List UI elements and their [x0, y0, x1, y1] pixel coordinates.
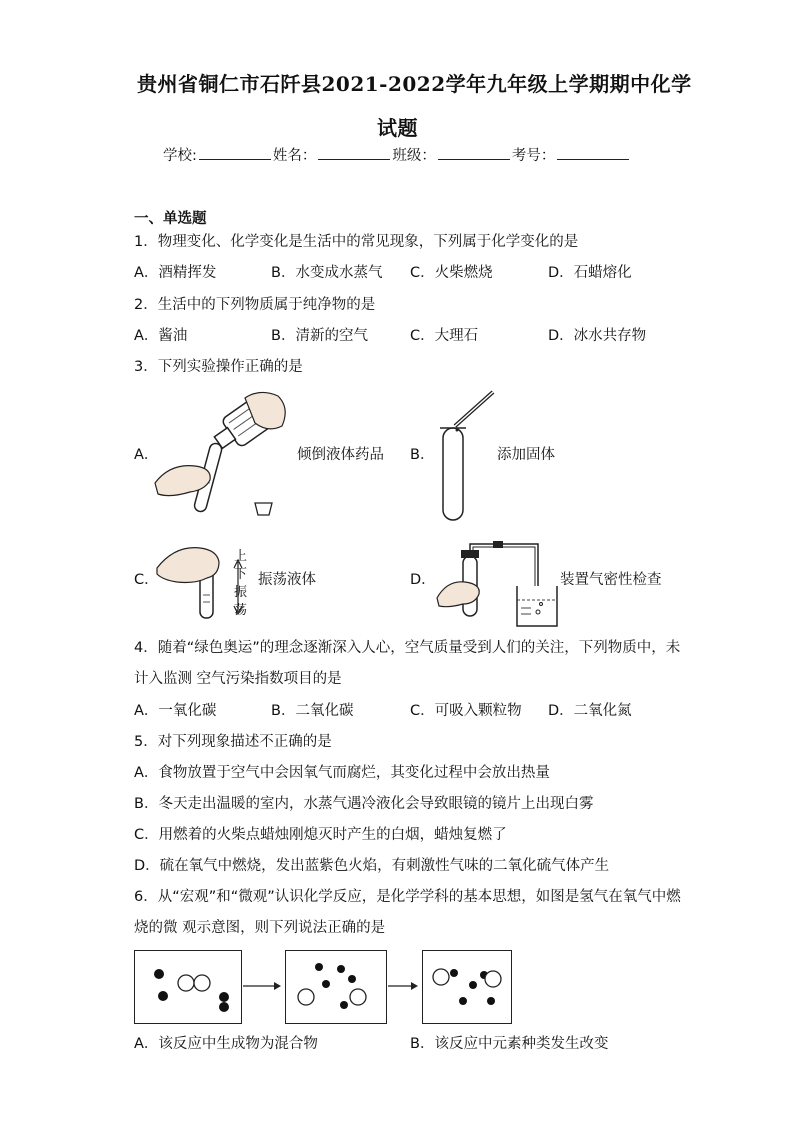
school-label: 学校: [163, 148, 197, 164]
shake-label-4: 荡 [234, 603, 248, 618]
number-label: 考号： [511, 148, 556, 164]
name-blank [318, 145, 390, 160]
q3-option-a-caption: 倾倒液体药品 [297, 447, 384, 463]
shaking-liquid-figure [155, 540, 225, 620]
adding-solid-figure [435, 388, 505, 523]
q3-option-b-caption: 添加固体 [497, 447, 555, 463]
q4-option-c[interactable]: C．可吸入颗粒物 [410, 703, 522, 719]
intermediate-box [285, 950, 387, 1024]
name-label: 姓名： [272, 148, 317, 164]
q3-option-c-caption: 振荡液体 [258, 572, 316, 588]
q3-option-d-letter[interactable]: D． [410, 572, 436, 588]
q5-option-d[interactable]: D．硫在氧气中燃烧，发出蓝紫色火焰，有刺激性气味的二氧化硫气体产生 [134, 858, 610, 874]
q2-option-b[interactable]: B．清新的空气 [271, 328, 368, 344]
shake-label-2: 下 [234, 567, 248, 582]
reactants-box [134, 950, 242, 1024]
q1-option-a[interactable]: A．酒精挥发 [134, 265, 217, 281]
products-box [422, 950, 512, 1024]
pouring-liquid-figure [150, 388, 290, 523]
q2-option-a[interactable]: A．酱油 [134, 328, 188, 344]
question-5-stem: 5．对下列现象描述不正确的是 [134, 734, 332, 750]
shake-label-1: 上 [234, 549, 248, 564]
class-label: 班级： [392, 148, 436, 164]
q4-option-a[interactable]: A．一氧化碳 [134, 703, 217, 719]
q3-option-b-letter[interactable]: B． [410, 447, 435, 463]
q1-option-c[interactable]: C．火柴燃烧 [410, 265, 493, 281]
shake-label-3: 振 [234, 585, 248, 600]
q2-option-c[interactable]: C．大理石 [410, 328, 479, 344]
q2-option-d[interactable]: D．冰水共存物 [548, 328, 647, 344]
number-blank [557, 145, 629, 160]
student-info-line [163, 145, 631, 165]
q5-option-c[interactable]: C．用燃着的火柴点蜡烛刚熄灭时产生的白烟，蜡烛复燃了 [134, 827, 507, 843]
reaction-arrow-2-icon [386, 980, 422, 992]
question-6-stem-line1: 6．从“宏观”和“微观”认识化学反应，是化学学科的基本思想，如图是氢气在氧气中燃 [134, 889, 681, 905]
question-4-stem-line1: 4．随着“绿色奥运”的理念逐渐深入人心，空气质量受到人们的关注，下列物质中，未 [134, 640, 681, 656]
question-1-stem: 1．物理变化、化学变化是生活中的常见现象，下列属于化学变化的是 [134, 234, 579, 250]
reaction-arrow-1-icon [241, 980, 285, 992]
school-blank [199, 145, 271, 160]
question-3-stem: 3．下列实验操作正确的是 [134, 359, 303, 375]
q3-option-d-caption: 装置气密性检查 [560, 572, 662, 588]
q5-option-b[interactable]: B．冬天走出温暖的室内，水蒸气遇冷液化会导致眼镜的镜片上出现白雾 [134, 796, 594, 812]
q3-option-a-letter[interactable]: A． [134, 447, 159, 463]
q1-option-b[interactable]: B．水变成水蒸气 [271, 265, 383, 281]
section-heading: 一、单选题 [134, 211, 207, 227]
class-blank [438, 145, 510, 160]
exam-title-line2: 试题 [377, 116, 418, 140]
question-6-stem-line2: 烧的微 观示意图，则下列说法正确的是 [134, 920, 386, 936]
q4-option-b[interactable]: B．二氧化碳 [271, 703, 354, 719]
question-2-stem: 2．生活中的下列物质属于纯净物的是 [134, 297, 376, 313]
q3-option-c-letter[interactable]: C． [134, 572, 159, 588]
question-4-stem-line2: 计入监测 空气污染指数项目的是 [134, 671, 342, 687]
q5-option-a[interactable]: A．食物放置于空气中会因氧气而腐烂，其变化过程中会放出热量 [134, 765, 550, 781]
airtightness-check-figure [435, 538, 560, 630]
q1-option-d[interactable]: D．石蜡熔化 [548, 265, 632, 281]
q6-option-a[interactable]: A．该反应中生成物为混合物 [134, 1036, 318, 1052]
q4-option-d[interactable]: D．二氧化氮 [548, 703, 632, 719]
q6-option-b[interactable]: B．该反应中元素种类发生改变 [410, 1036, 609, 1052]
exam-title-line1: 贵州省铜仁市石阡县2021-2022学年九年级上学期期中化学 [137, 72, 692, 96]
